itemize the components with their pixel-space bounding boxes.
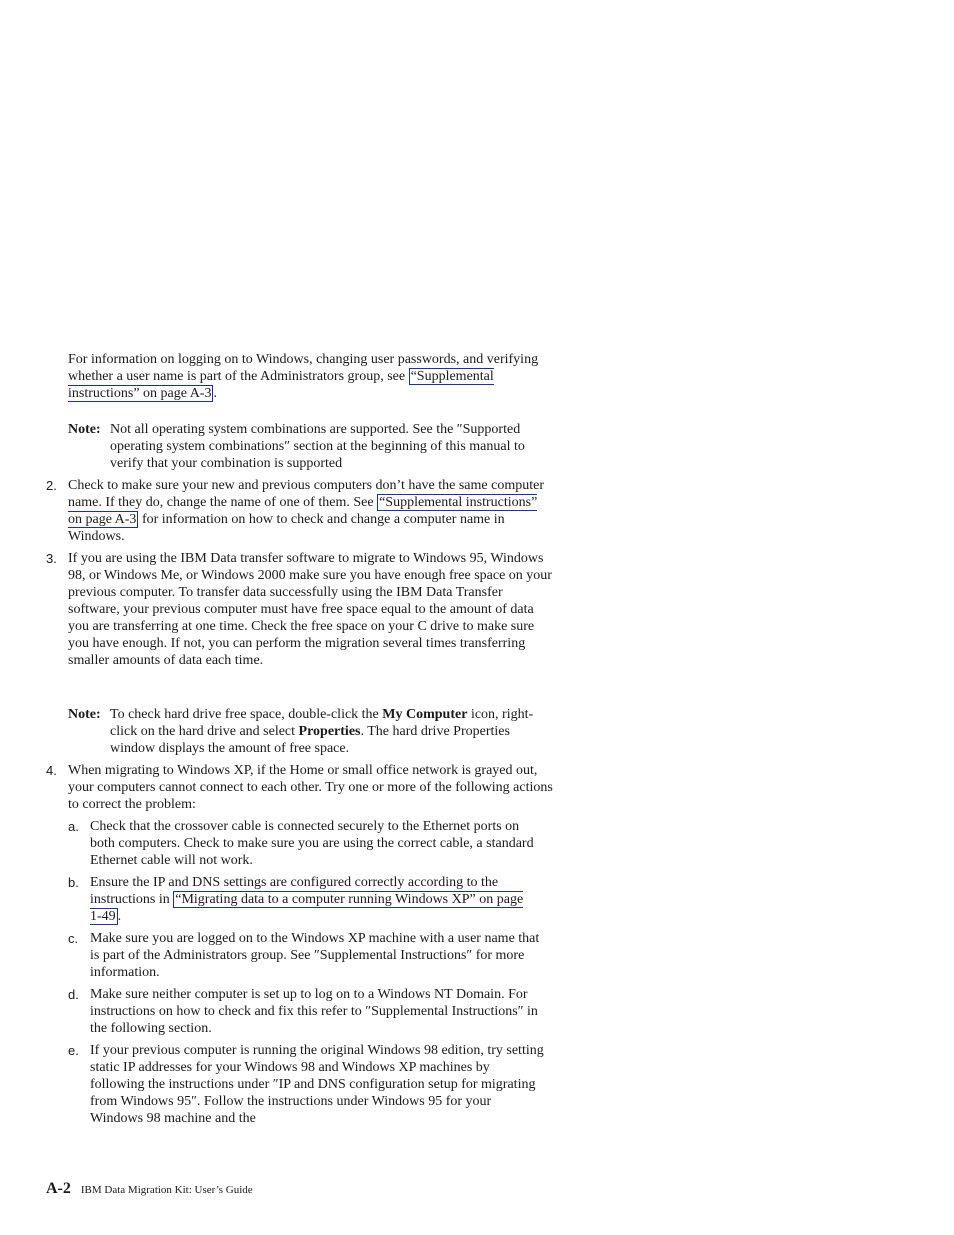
note-text — [110, 706, 553, 757]
properties-term: Properties — [298, 724, 361, 739]
sub-item-letter: b. — [68, 875, 79, 890]
supplemental-instructions-link-2[interactable]: “Supplemental instructions” on page A-3 — [68, 495, 538, 527]
page-footer — [46, 1180, 253, 1198]
item-body — [68, 477, 553, 545]
note-free-space — [68, 706, 553, 758]
my-computer-term: My Computer — [382, 707, 468, 722]
note-text-3: . The hard drive Properties window displays the amount of free space. — [110, 724, 510, 756]
note-text: Not all operating system combinations are supported. See the ″Supported operating system combinations″ section at the beginning of this manual to verify that your combination is supported — [110, 422, 525, 471]
item-text-after: for information on how to check and change a computer name in Windows. — [68, 512, 505, 544]
note-os-combinations — [68, 421, 553, 473]
sub-item-body — [90, 874, 530, 925]
item-number: 2. — [46, 478, 57, 493]
item-body: If you are using the IBM Data transfer software to migrate to Windows 95, Windows 98, or Windows Me, or Windows 2000 make sure you have enough free space on your previous computer. To transfer data successfully using the IBM Data Transfer software, your previous computer must have free space equal to the amount of data you are transferring at one time. Check the free space on your C drive to make sure you have enough. If not, you can perform the migration several times transferring smaller amounts of data each time. — [68, 551, 552, 668]
page-number: A-2 — [46, 1180, 71, 1197]
sub-item-body: Make sure you are logged on to the Windows XP machine with a user name that is part of the Administrators group. See ″Supplemental Instructions″ for more information. — [90, 931, 540, 980]
sub-item-body: Check that the crossover cable is connected securely to the Ethernet ports on both computers. Check to make sure you are using the correct cable, a standard Ethernet cable will not work. — [90, 819, 534, 868]
item-body: When migrating to Windows XP, if the Home or small office network is grayed out, your computers cannot connect to each other. Try one or more of the following actions to correct the problem: — [68, 763, 553, 812]
sub-item-body: If your previous computer is running the original Windows 98 edition, try setting static IP addresses for your Windows 98 and Windows XP machines by following the instructions under ″IP and DNS configuration setup for migrating from Windows 95″. Follow the instructions under Windows 95 for your Windows 98 machine and the — [90, 1043, 544, 1126]
sub-item-letter: c. — [68, 931, 79, 946]
intro-text: For information on logging on to Windows, changing user passwords, and verifying whether a user name is part of the Administrators group, see — [68, 352, 539, 384]
document-title: IBM Data Migration Kit: User’s Guide — [80, 1184, 253, 1196]
sub-item-text-after: . — [117, 909, 122, 924]
intro-period: . — [213, 386, 217, 401]
sub-item-letter: e. — [68, 1043, 79, 1058]
item-text: Check to make sure your new and previous computers don’t have the same computer name. If they do, change the name of one of them. See — [68, 478, 544, 510]
supplemental-instructions-link[interactable]: “Supplemental instructions” on page A-3 — [68, 369, 494, 401]
sub-item-text: Ensure the IP and DNS settings are configured correctly according to the instructions in — [90, 875, 499, 907]
note-label: Note: — [68, 707, 101, 722]
migrating-windows-xp-link[interactable]: “Migrating data to a computer running Windows XP” on page 1-49 — [90, 892, 524, 924]
sub-item-body: Make sure neither computer is set up to log on to a Windows NT Domain. For instructions on how to check and fix this refer to ″Supplemental Instructions″ in the following section. — [90, 987, 538, 1036]
note-text-2: icon, right-click on the hard drive and select — [110, 707, 534, 739]
sub-item-letter: a. — [68, 819, 79, 834]
note-text-1: To check hard drive free space, double-click the — [110, 707, 383, 722]
item-number: 4. — [46, 763, 57, 778]
intro-paragraph — [68, 351, 553, 402]
note-label: Note: — [68, 422, 101, 437]
item-number: 3. — [46, 551, 57, 566]
sub-item-letter: d. — [68, 987, 79, 1002]
